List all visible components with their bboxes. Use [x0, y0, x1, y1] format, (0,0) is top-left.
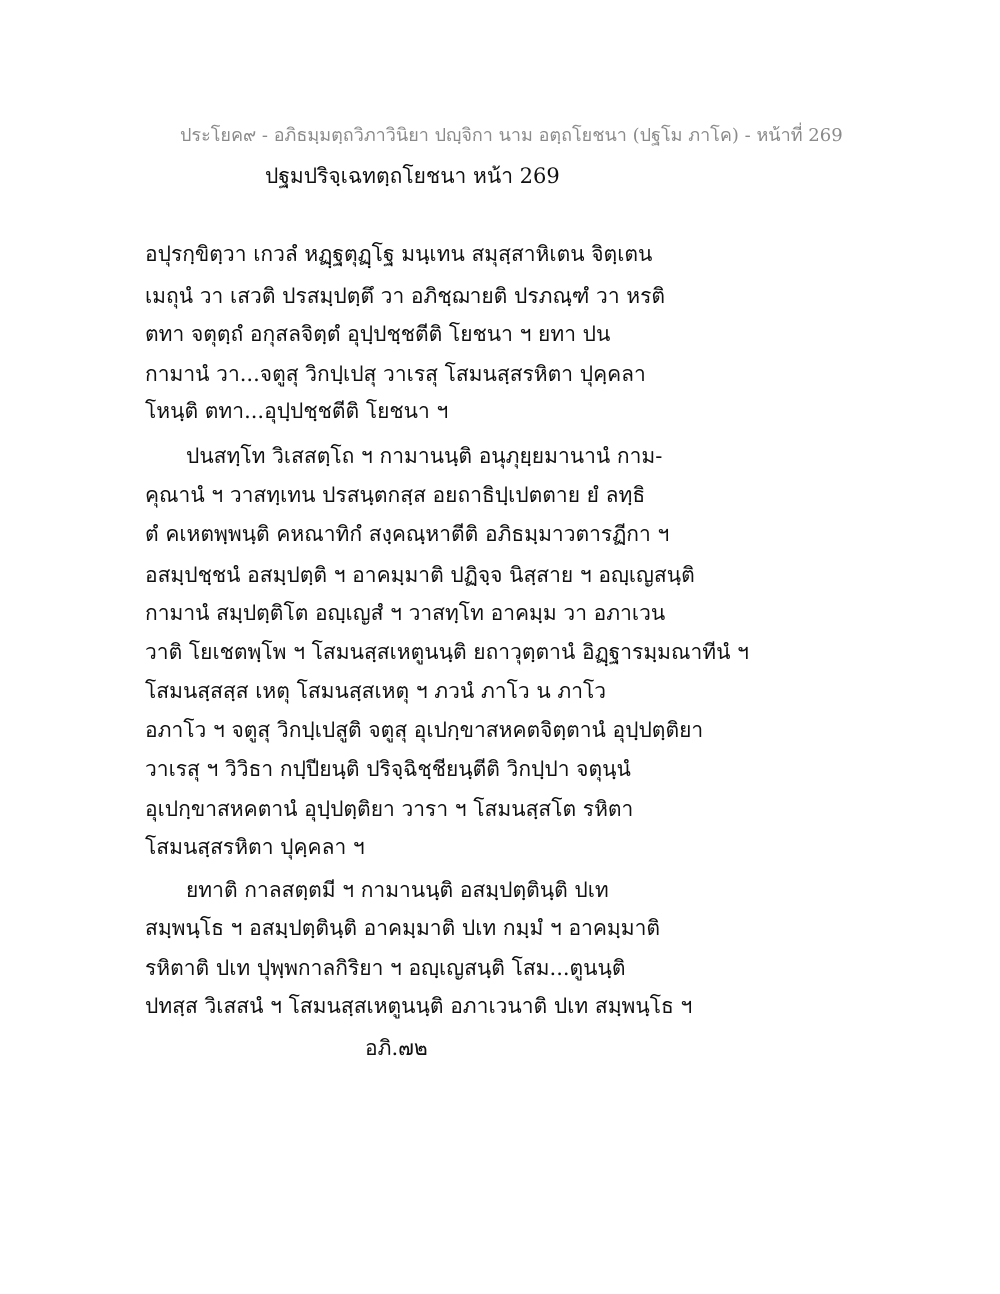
body-line: ตทา จตุตฺถํ อกุสลจิตฺตํ อุปฺปชฺชตีติ โยชนา ฯ ยทา ปน — [145, 322, 611, 346]
body-line: โสมนสฺสสฺส เหตุ โสมนสฺสเหตุ ฯ ภวนํ ภาโว น ภาโว — [145, 679, 607, 703]
body-line: วาเรสุ ฯ วิวิธา กปฺปียนฺติ ปริจฺฉิชฺชียนฺตีติ วิกปฺปา จตุนฺนํ — [145, 757, 631, 781]
body-line: คุณานํ ฯ วาสทฺเทน ปรสนฺตกสฺส อยถาธิปฺเปตตาย ยํ ลทฺธิ — [145, 483, 646, 507]
body-line: วาติ โยเชตพฺโพ ฯ โสมนสฺสเหตูนนฺติ ยถาวุตฺตานํ อิฏฺฐารมฺมณาทีนํ ฯ — [145, 640, 749, 664]
body-line: กามานํ วา...จตูสุ วิกปฺเปสุ วาเรสุ โสมนสฺสรหิตา ปุคฺคลา — [145, 362, 646, 386]
page-code: อภิ.๗๒ — [365, 1036, 428, 1060]
body-line: เมถุนํ วา เสวติ ปรสมฺปตฺตึ วา อภิชฺฌายติ ปรภณฺฑํ วา หรติ — [145, 284, 666, 308]
paragraph-first-line: ยทาติ กาลสตฺตมี ฯ กามานนฺติ อสมฺปตฺตินฺติ ปเท — [186, 878, 609, 902]
section-subtitle: ปฐมปริจฺเฉทตฺถโยชนา หน้า 269 — [265, 164, 560, 188]
body-line: อสมฺปชฺชนํ อสมฺปตฺติ ฯ อาคมฺมาติ ปฏิจฺจ นิสฺสาย ฯ อญฺเญสนฺติ — [145, 563, 695, 587]
running-header: ประโยค๙ - อภิธมฺมตฺถวิภาวินิยา ปญฺจิกา นาม อตฺถโยชนา (ปฐโม ภาโค) - หน้าที่ 269 — [180, 125, 843, 146]
body-line: กามานํ สมฺปตฺติโต อญฺเญสํ ฯ วาสทฺโท อาคมฺม วา อภาเวน — [145, 601, 666, 625]
body-line: อุเปกฺขาสหคตานํ อุปฺปตฺติยา วารา ฯ โสมนสฺสโต รหิตา — [145, 797, 634, 821]
body-line: โหนฺติ ตทา...อุปฺปชฺชตีติ โยชนา ฯ — [145, 399, 449, 423]
body-line: อภาโว ฯ จตูสุ วิกปฺเปสูติ จตูสุ อุเปกฺขาสหคตจิตฺตานํ อุปฺปตฺติยา — [145, 718, 704, 742]
body-line: อปุรกฺขิตฺวา เกวลํ หฏฺฐตุฏฺโฐ มนฺเทน สมุสฺสาหิเตน จิตฺเตน — [145, 242, 653, 266]
body-line: ตํ คเหตพฺพนฺติ คหณาทิกํ สงฺคณฺหาตีติ อภิธมฺมาวตารฏีกา ฯ — [145, 522, 670, 546]
body-line: โสมนสฺสรหิตา ปุคฺคลา ฯ — [145, 835, 365, 859]
body-line: สมฺพนฺโธ ฯ อสมฺปตฺตินฺติ อาคมฺมาติ ปเท กมฺมํ ฯ อาคมฺมาติ — [145, 916, 661, 940]
body-line: รหิตาติ ปเท ปุพฺพกาลกิริยา ฯ อญฺเญสนฺติ โสม...ตูนนฺติ — [145, 956, 626, 980]
body-line: ปทสฺส วิเสสนํ ฯ โสมนสฺสเหตูนนฺติ อภาเวนาติ ปเท สมฺพนฺโธ ฯ — [145, 994, 693, 1018]
paragraph-first-line: ปนสทฺโท วิเสสตฺโถ ฯ กามานนฺติ อนุภุยฺยมานานํ กาม- — [186, 444, 663, 468]
